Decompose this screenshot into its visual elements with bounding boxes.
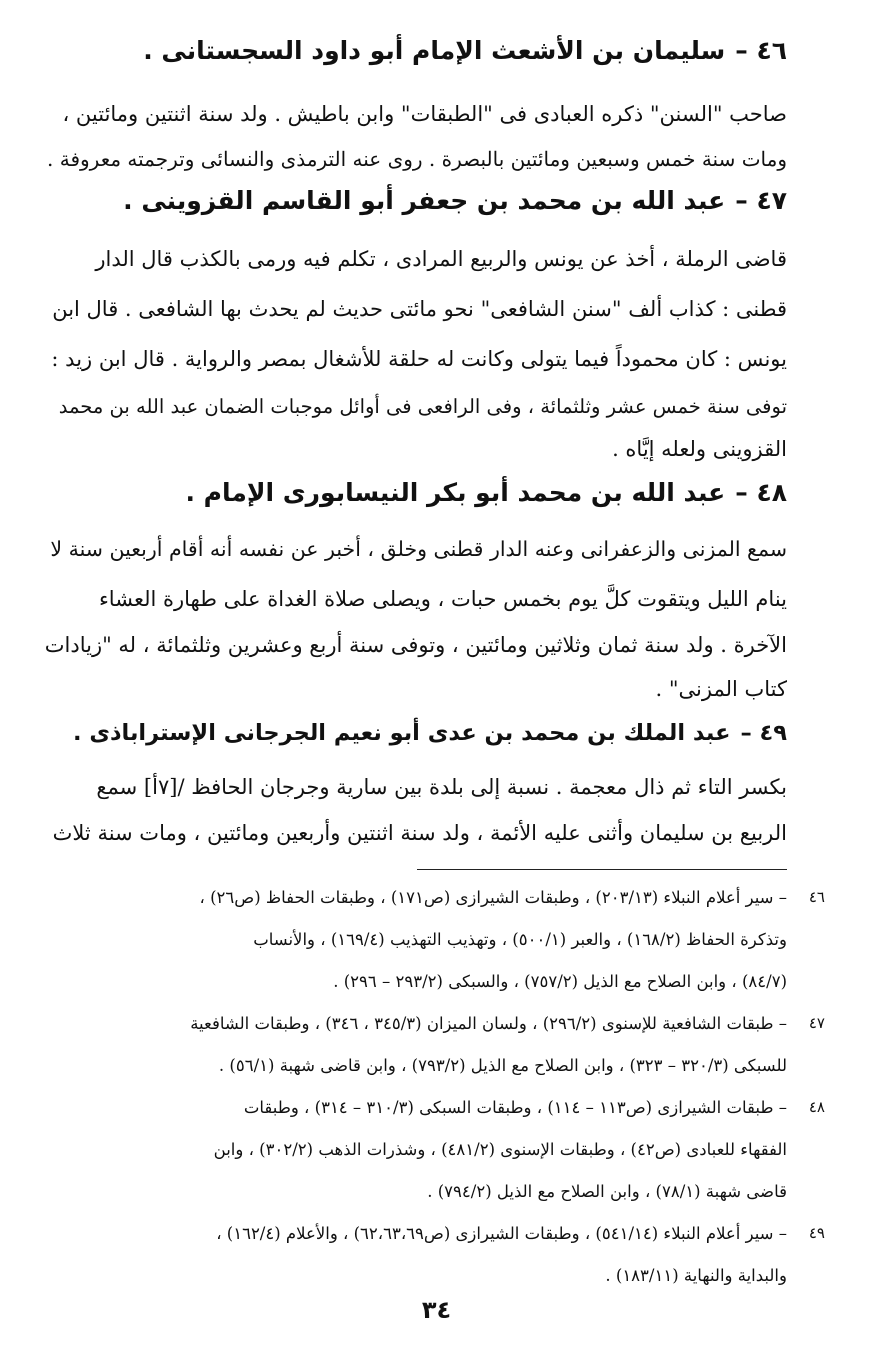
entry-number: ٤٦ – (735, 36, 787, 65)
entry-47-line-5: القزوينى ولعله إيَّاه . (612, 437, 787, 461)
entry-49-line-1: بكسر التاء ثم ذال معجمة . نسبة إلى بلدة بين سارية وجرجان الحافظ /[٧أ] سمع (96, 775, 787, 799)
entry-47-line-4: توفى سنة خمس عشر وثلثمائة ، وفى الرافعى فى أوائل موجبات الضمان عبد الله بن محمد (58, 395, 787, 418)
entry-heading: عبد الله بن محمد أبو بكر النيسابورى الإمام . (185, 478, 726, 507)
entry-heading: سليمان بن الأشعث الإمام أبو داود السجستانى . (143, 36, 726, 65)
footnote-48-number: ٤٨ (808, 1098, 825, 1116)
footnote-48-line-2: الفقهاء للعبادى (ص٤٢) ، وطبقات الإسنوى (٤٨١/٢) ، وشذرات الذهب (٣٠٢/٢) ، وابن (213, 1140, 787, 1159)
footnote-46-line-3: (٨٤/٧) ، وابن الصلاح مع الذيل (٧٥٧/٢) ، والسبكى (٢٩٣/٢ – ٢٩٦) . (333, 972, 787, 991)
entry-47-line-2: قطنى : كذاب ألف "سنن الشافعى" نحو مائتى حديث لم يحدث بها الشافعى . قال ابن (52, 297, 787, 321)
entry-48-line-2: ينام الليل ويتقوت كلَّ يوم بخمس حبات ، ويصلى صلاة الغداة على طهارة العشاء (98, 587, 787, 611)
footnote-47-line-1: – طبقات الشافعية للإسنوى (٢٩٦/٢) ، ولسان الميزان (٣٤٥/٣ ، ٣٤٦) ، وطبقات الشافعية (190, 1014, 787, 1033)
entry-49-line-2: الربيع بن سليمان وأثنى عليه الأئمة ، ولد سنة اثنتين وأربعين ومائتين ، ومات سنة ثلاث (52, 821, 787, 845)
entry-48-title (60, 476, 787, 510)
entry-48-line-4: كتاب المزنى" . (655, 677, 787, 701)
entry-46-title (60, 34, 787, 68)
entry-number: ٤٩ – (740, 720, 787, 746)
entry-48-line-3: الآخرة . ولد سنة ثمان وثلاثين ومائتين ، وتوفى سنة أربع وعشرين وثلثمائة ، له "زيادات (44, 633, 787, 657)
entry-49-title (60, 716, 787, 750)
footnote-49-line-2: والبداية والنهاية (١٨٣/١١) . (605, 1266, 787, 1285)
entry-46-line-1: صاحب "السنن" ذكره العبادى فى "الطبقات" وابن باطيش . ولد سنة اثنتين ومائتين ، (62, 102, 787, 126)
footnote-46-line-2: وتذكرة الحفاظ (١٦٨/٢) ، والعبر (٥٠٠/١) ، وتهذيب التهذيب (١٦٩/٤) ، والأنساب (253, 930, 787, 949)
footnote-49-line-1: – سير أعلام النبلاء (٥٤١/١٤) ، وطبقات الشيرازى (ص٦٢،٦٣،٦٩) ، والأعلام (١٦٢/٤) ، (216, 1224, 787, 1243)
page-number: ٣٤ (421, 1296, 452, 1324)
entry-number: ٤٧ – (735, 186, 787, 215)
footnote-49-number: ٤٩ (808, 1224, 825, 1242)
entry-47-line-3: يونس : كان محموداً فيما يتولى وكانت له حلقة للأشغال بمصر والرواية . قال ابن زيد : (51, 347, 787, 371)
footnote-46-line-1: – سير أعلام النبلاء (٢٠٣/١٣) ، وطبقات الشيرازى (ص١٧١) ، وطبقات الحفاظ (ص٢٦) ، (199, 888, 787, 907)
entry-number: ٤٨ – (735, 478, 787, 507)
entry-46-line-2: ومات سنة خمس وسبعين ومائتين بالبصرة . روى عنه الترمذى والنسائى وترجمته معروفة . (47, 147, 787, 171)
footnote-48-line-3: قاضى شهبة (٧٨/١) ، وابن الصلاح مع الذيل (٧٩٤/٢) . (427, 1182, 787, 1201)
entry-heading: عبد الملك بن محمد بن عدى أبو نعيم الجرجانى الإستراباذى . (72, 720, 731, 746)
entry-heading: عبد الله بن محمد بن جعفر أبو القاسم القزوينى . (123, 186, 726, 215)
footnote-46-number: ٤٦ (808, 888, 825, 906)
entry-47-line-1: قاضى الرملة ، أخذ عن يونس والربيع المرادى ، تكلم فيه ورمى بالكذب قال الدار (95, 247, 787, 271)
entry-48-line-1: سمع المزنى والزعفرانى وعنه الدار قطنى وخلق ، أخبر عن نفسه أنه أقام أربعين سنة لا (50, 537, 787, 561)
footnote-separator (417, 869, 787, 870)
footnote-47-number: ٤٧ (808, 1014, 825, 1032)
entry-47-title (60, 184, 787, 218)
footnote-47-line-2: للسبكى (٣٢٠/٣ – ٣٢٣) ، وابن الصلاح مع الذيل (٧٩٣/٢) ، وابن قاضى شهبة (٥٦/١) . (218, 1056, 787, 1075)
footnote-48-line-1: – طبقات الشيرازى (ص١١٣ – ١١٤) ، وطبقات السبكى (٣١٠/٣ – ٣١٤) ، وطبقات (243, 1098, 787, 1117)
